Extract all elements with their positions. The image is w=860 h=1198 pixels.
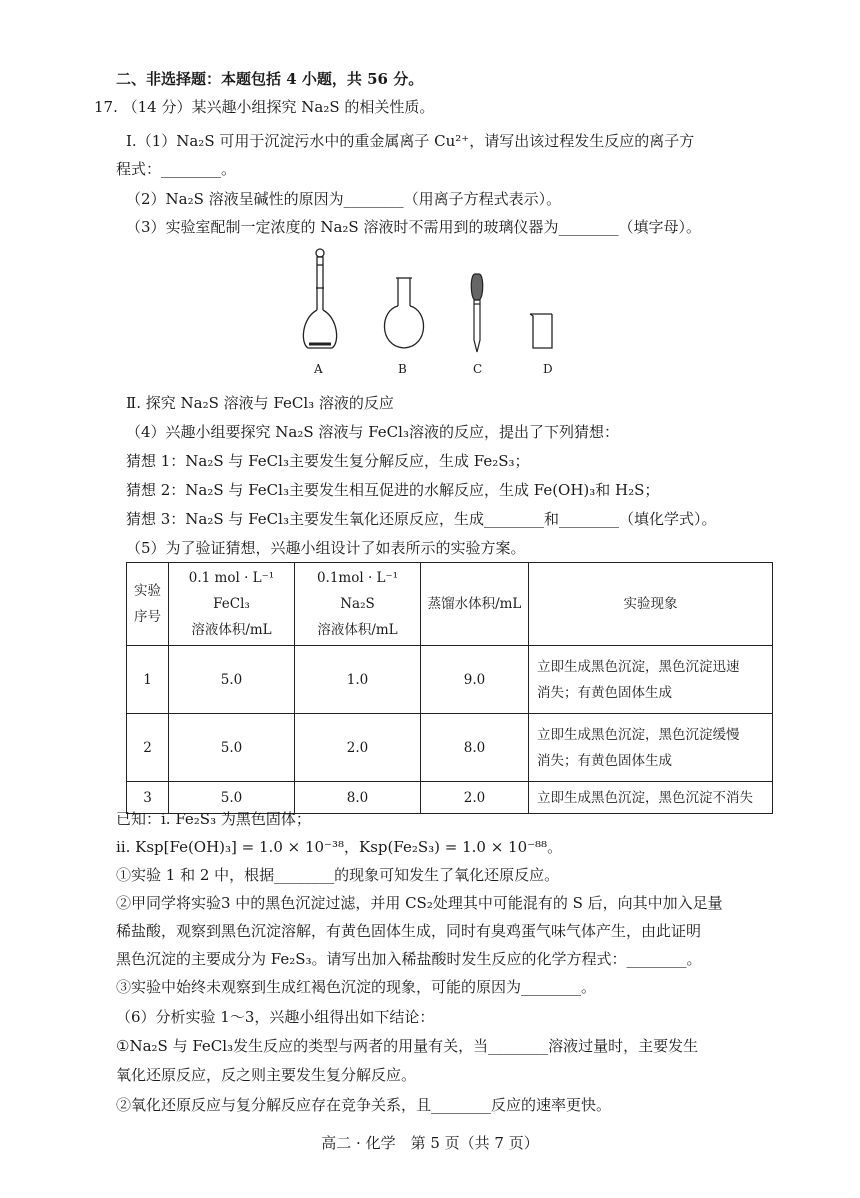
cell-water: 9.0: [421, 646, 529, 714]
cell-fecl3: 5.0: [169, 782, 295, 814]
header-water: 蒸馏水体积/mL: [421, 563, 529, 646]
question-4: （4）兴趣小组要探究 Na₂S 溶液与 FeCl₃溶液的反应，提出了下列猜想：: [126, 423, 619, 441]
table-row: [127, 646, 773, 714]
cell-no: 3: [127, 782, 169, 814]
cell-fecl3: 5.0: [169, 714, 295, 782]
sub-1: ①实验 1 和 2 中，根据________的现象可知发生了氧化还原反应。: [116, 866, 560, 884]
round-bottom-flask-icon: [384, 278, 423, 348]
question-6: （6）分析实验 1～3，兴趣小组得出如下结论：: [116, 1008, 435, 1026]
cell-observation: 立即生成黑色沉淀，黑色沉淀不消失: [529, 782, 773, 814]
part2-title: Ⅱ. 探究 Na₂S 溶液与 FeCl₃ 溶液的反应: [126, 394, 394, 412]
cell-no: 1: [127, 646, 169, 714]
label-b: B: [398, 362, 407, 376]
known-1: 已知：ⅰ. Fe₂S₃ 为黑色固体；: [116, 810, 311, 828]
label-d: D: [543, 362, 553, 376]
volumetric-flask-icon: [303, 249, 336, 348]
header-na2s: 0.1mol · L⁻¹ Na₂S 溶液体积/mL: [295, 563, 421, 646]
header-no: 实验 序号: [127, 563, 169, 646]
cell-water: 8.0: [421, 714, 529, 782]
conclusion-2: ②氧化还原反应与复分解反应存在竞争关系，且________反应的速率更快。: [116, 1096, 612, 1114]
cell-na2s: 2.0: [295, 714, 421, 782]
sub-2-line1: ②甲同学将实验3 中的黑色沉淀过滤，并用 CS₂处理其中可能混有的 S 后，向其中加入足量: [116, 894, 723, 912]
known-2: ⅱ. Ksp[Fe(OH)₃] = 1.0 × 10⁻³⁸，Ksp(Fe₂S₃) = 1.0 × 10⁻⁸⁸。: [116, 838, 563, 856]
header-fecl3: 0.1 mol · L⁻¹ FeCl₃ 溶液体积/mL: [169, 563, 295, 646]
conclusion-1-line1: ①Na₂S 与 FeCl₃发生反应的类型与两者的用量有关，当________溶液过量时，主要发生: [116, 1037, 699, 1055]
glassware-figure: [290, 248, 570, 358]
question-5: （5）为了验证猜想，兴趣小组设计了如表所示的实验方案。: [126, 539, 526, 557]
cell-water: 2.0: [421, 782, 529, 814]
question-3: （3）实验室配制一定浓度的 Na₂S 溶液时不需用到的玻璃仪器为________（填字母）。: [126, 218, 701, 236]
sub-2-line3: 黑色沉淀的主要成分为 Fe₂S₃。请写出加入稀盐酸时发生反应的化学方程式：________。: [116, 950, 702, 968]
sub-2-line2: 稀盐酸，观察到黑色沉淀溶解，有黄色固体生成，同时有臭鸡蛋气味气体产生，由此证明: [116, 922, 702, 940]
cell-fecl3: 5.0: [169, 646, 295, 714]
dropper-icon: [471, 274, 483, 352]
header-observation: 实验现象: [529, 563, 773, 646]
guess-3: 猜想 3：Na₂S 与 FeCl₃主要发生氧化还原反应，生成________和________（填化学式）。: [126, 510, 717, 528]
guess-1: 猜想 1：Na₂S 与 FeCl₃主要发生复分解反应，生成 Fe₂S₃；: [126, 452, 530, 470]
cell-observation: 立即生成黑色沉淀，黑色沉淀迅速 消失；有黄色固体生成: [529, 646, 773, 714]
table-header-row: [127, 563, 773, 646]
part1-line2: 程式：________。: [116, 160, 237, 178]
cell-no: 2: [127, 714, 169, 782]
part1-line1: Ⅰ.（1）Na₂S 可用于沉淀污水中的重金属离子 Cu²⁺，请写出该过程发生反应的离子方: [126, 132, 695, 150]
cell-na2s: 1.0: [295, 646, 421, 714]
cell-observation: 立即生成黑色沉淀，黑色沉淀缓慢 消失；有黄色固体生成: [529, 714, 773, 782]
table-row: [127, 714, 773, 782]
label-a: A: [314, 362, 323, 376]
guess-2: 猜想 2：Na₂S 与 FeCl₃主要发生相互促进的水解反应，生成 Fe(OH)₃和 H₂S；: [126, 481, 660, 499]
page-footer: 高二 · 化学 第 5 页（共 7 页）: [321, 1134, 539, 1152]
sub-3: ③实验中始终未观察到生成红褐色沉淀的现象，可能的原因为________。: [116, 978, 597, 996]
conclusion-1-line2: 氧化还原反应，反之则主要发生复分解反应。: [116, 1066, 417, 1084]
label-c: C: [473, 362, 483, 376]
experiment-table: [126, 562, 773, 814]
beaker-icon: [530, 314, 552, 348]
question-17-header: 17. （14 分）某兴趣小组探究 Na₂S 的相关性质。: [94, 98, 435, 116]
section-title: 二、非选择题：本题包括 4 小题，共 56 分。: [116, 70, 424, 88]
question-2: （2）Na₂S 溶液呈碱性的原因为________（用离子方程式表示）。: [126, 190, 562, 208]
cell-na2s: 8.0: [295, 782, 421, 814]
